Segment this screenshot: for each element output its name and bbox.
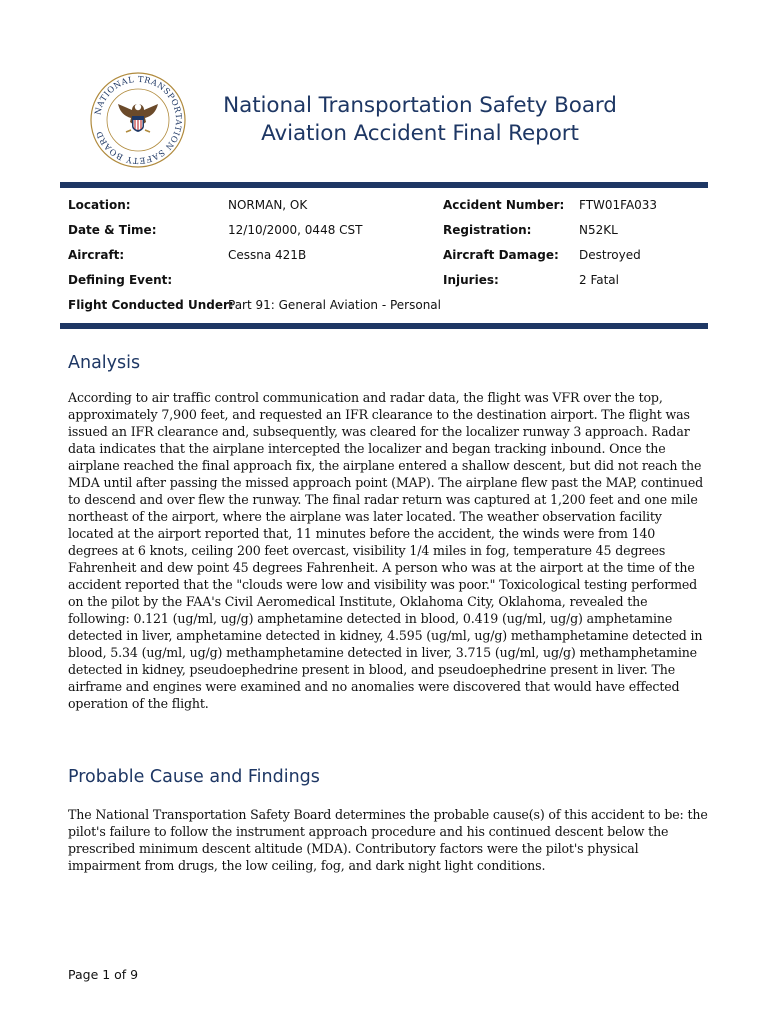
aircraft-label: Aircraft:: [68, 248, 125, 262]
registration-label: Registration:: [443, 223, 532, 237]
defining-event-label: Defining Event:: [68, 273, 173, 287]
injuries-label: Injuries:: [443, 273, 499, 287]
injuries-value: 2 Fatal: [579, 273, 619, 287]
flight-conducted-label: Flight Conducted Under:: [68, 298, 234, 312]
location-label: Location:: [68, 198, 131, 212]
aircraft-value: Cessna 421B: [228, 248, 307, 262]
info-row: [68, 221, 708, 246]
report-title: [160, 92, 680, 148]
svg-text:NATIONAL TRANSPORTATION SAFETY: NATIONAL TRANSPORTATION SAFETY BOARD: [92, 73, 185, 167]
eagle-icon: [118, 104, 158, 132]
page-number: Page 1 of 9: [68, 967, 139, 982]
title-line-report: Aviation Accident Final Report: [261, 121, 579, 146]
analysis-heading: Analysis: [68, 353, 141, 373]
probable-cause-heading: Probable Cause and Findings: [68, 767, 320, 787]
date-time-value: 12/10/2000, 0448 CST: [228, 223, 363, 237]
accident-number-label: Accident Number:: [443, 198, 565, 212]
header-divider: [60, 182, 708, 188]
accident-number-value: FTW01FA033: [579, 198, 658, 212]
aircraft-damage-value: Destroyed: [579, 248, 641, 262]
date-time-label: Date & Time:: [68, 223, 157, 237]
info-row: [68, 246, 708, 271]
aircraft-damage-label: Aircraft Damage:: [443, 248, 559, 262]
location-value: NORMAN, OK: [228, 198, 308, 212]
accident-info-table: [68, 196, 708, 321]
registration-value: N52KL: [579, 223, 618, 237]
info-row: [68, 296, 708, 321]
flight-conducted-value: Part 91: General Aviation - Personal: [228, 298, 441, 312]
info-row: [68, 271, 708, 296]
analysis-text: According to air traffic control communication and radar data, the flight was VFR over the top, approximately 7,900 feet, and requested an IFR clearance to the destination airport. The flight was issued an IFR clearance and, subsequently, was cleared for the localizer runway 3 approach. Radar data indicates that the airplane intercepted the localizer and began tracking inbound. Once the airplane reached the final approach fix, the airplane entered a shallow descent, but did not reach the MDA until after passing the missed approach point (MAP). The airplane flew past the MAP, continued to descend and over flew the runway. The final radar return was captured at 1,200 feet and one mile northeast of the airport, where the airplane was later located. The weather observation facility located at the airport reported that, 11 minutes before the accident, the winds were from 140 degrees at 6 knots, ceiling 200 feet overcast, visibility 1/4 miles in fog, temperature 45 degrees Fahrenheit and dew point 45 degrees Fahrenheit. A person who was at the airport at the time of the accident reported that the "clouds were low and visibility was poor." Toxicological testing performed on the pilot by the FAA's Civil Aeromedical Institute, Oklahoma City, Oklahoma, revealed the following: 0.121 (ug/ml, ug/g) amphetamine detected in blood, 0.419 (ug/ml, ug/g) amphetamine detected in liver, amphetamine detected in kidney, 4.595 (ug/ml, ug/g) methamphetamine detected in blood, 5.34 (ug/ml, ug/g) methamphetamine detected in liver, 3.715 (ug/ml, ug/g) methamphetamine detected in kidney, pseudoephedrine present in blood, and pseudoephedrine present in liver. The airframe and engines were examined and no anomalies were discovered that would have effected operation of the flight.: [68, 390, 704, 711]
probable-cause-text: The National Transportation Safety Board determines the probable cause(s) of this accident to be: the pilot's failure to follow the instrument approach procedure and his continued descent below the prescribed minimum descent altitude (MDA). Contributory factors were the pilot's physical impairment from drugs, the low ceiling, fog, and dark night light conditions.: [68, 807, 708, 873]
info-row: [68, 196, 708, 221]
info-divider: [60, 323, 708, 329]
title-line-agency: National Transportation Safety Board: [223, 93, 617, 118]
